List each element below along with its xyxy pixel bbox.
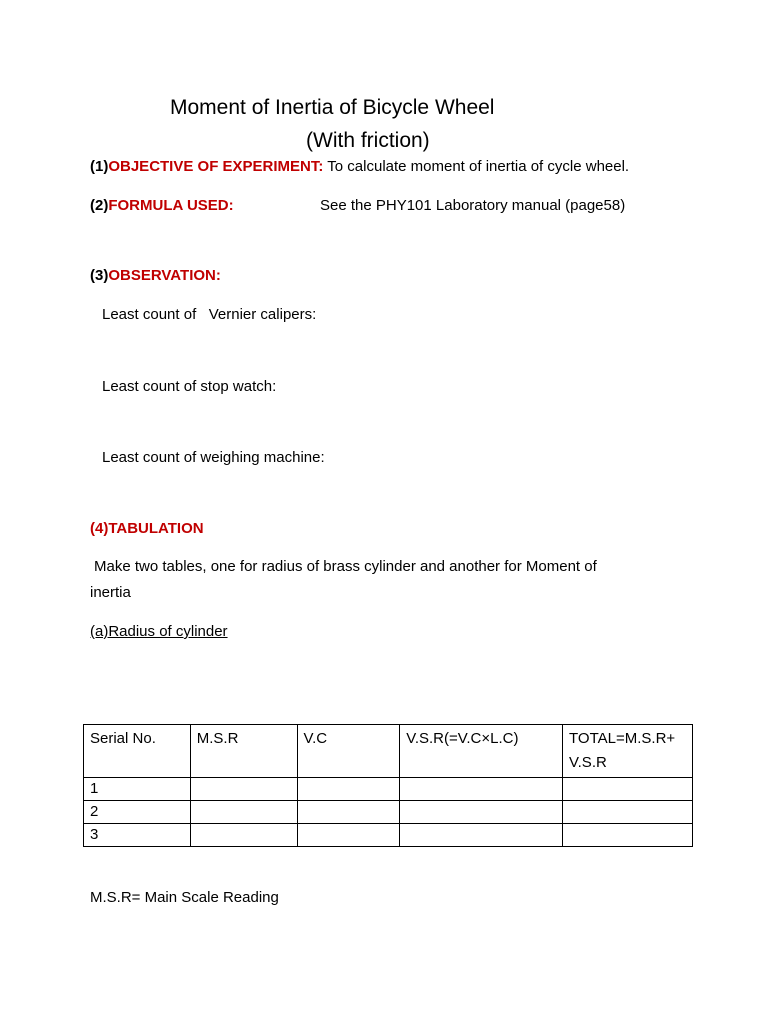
table-header-cell: V.S.R(=V.C×L.C): [400, 725, 563, 778]
section-heading: FORMULA USED:: [108, 197, 234, 214]
table-cell: [190, 824, 297, 847]
table-cell: [400, 801, 563, 824]
table-cell: [190, 801, 297, 824]
table-cell: 1: [84, 778, 191, 801]
table-cell: [563, 778, 693, 801]
table-header-cell: V.C: [297, 725, 400, 778]
document-title: Moment of Inertia of Bicycle Wheel: [170, 96, 495, 119]
section-number: (1): [90, 158, 109, 175]
table-cell: [563, 801, 693, 824]
section-number: (3): [90, 267, 109, 284]
table-row: [84, 824, 693, 847]
table-header-row: [84, 725, 693, 778]
formula-reference: See the PHY101 Laboratory manual (page58): [320, 197, 626, 214]
table-subheading: (a)Radius of cylinder: [90, 623, 228, 640]
table-cell: 2: [84, 801, 191, 824]
table-cell: [297, 801, 400, 824]
table-cell: [400, 824, 563, 847]
tabulation-intro-line2: inertia: [90, 584, 131, 601]
observation-weighing: Least count of weighing machine:: [102, 449, 325, 466]
table-cell: [563, 824, 693, 847]
footnote-msr: M.S.R= Main Scale Reading: [90, 889, 279, 906]
table-row: [84, 801, 693, 824]
section-heading: OBSERVATION:: [108, 267, 221, 284]
section-observation: [90, 267, 221, 284]
section-text: To calculate moment of inertia of cycle wheel.: [323, 158, 630, 175]
table-cell: [190, 778, 297, 801]
radius-table: [83, 724, 693, 847]
section-tabulation-heading: (4)TABULATION: [90, 520, 204, 537]
table-header-cell: M.S.R: [190, 725, 297, 778]
document-subtitle: (With friction): [306, 129, 430, 152]
section-number: (2): [90, 197, 109, 214]
table-cell: [400, 778, 563, 801]
table-row: [84, 778, 693, 801]
observation-vernier: Least count of Vernier calipers:: [102, 306, 317, 323]
table-cell: [297, 778, 400, 801]
table-header-cell: Serial No.: [84, 725, 191, 778]
table-header-cell: TOTAL=M.S.R+ V.S.R: [563, 725, 693, 778]
table-cell: 3: [84, 824, 191, 847]
section-formula: [90, 197, 234, 214]
tabulation-intro-line1: Make two tables, one for radius of brass cylinder and another for Moment of: [94, 558, 597, 575]
section-objective: [90, 158, 629, 175]
section-heading: OBJECTIVE OF EXPERIMENT:: [108, 158, 324, 175]
table-cell: [297, 824, 400, 847]
observation-stopwatch: Least count of stop watch:: [102, 378, 277, 395]
